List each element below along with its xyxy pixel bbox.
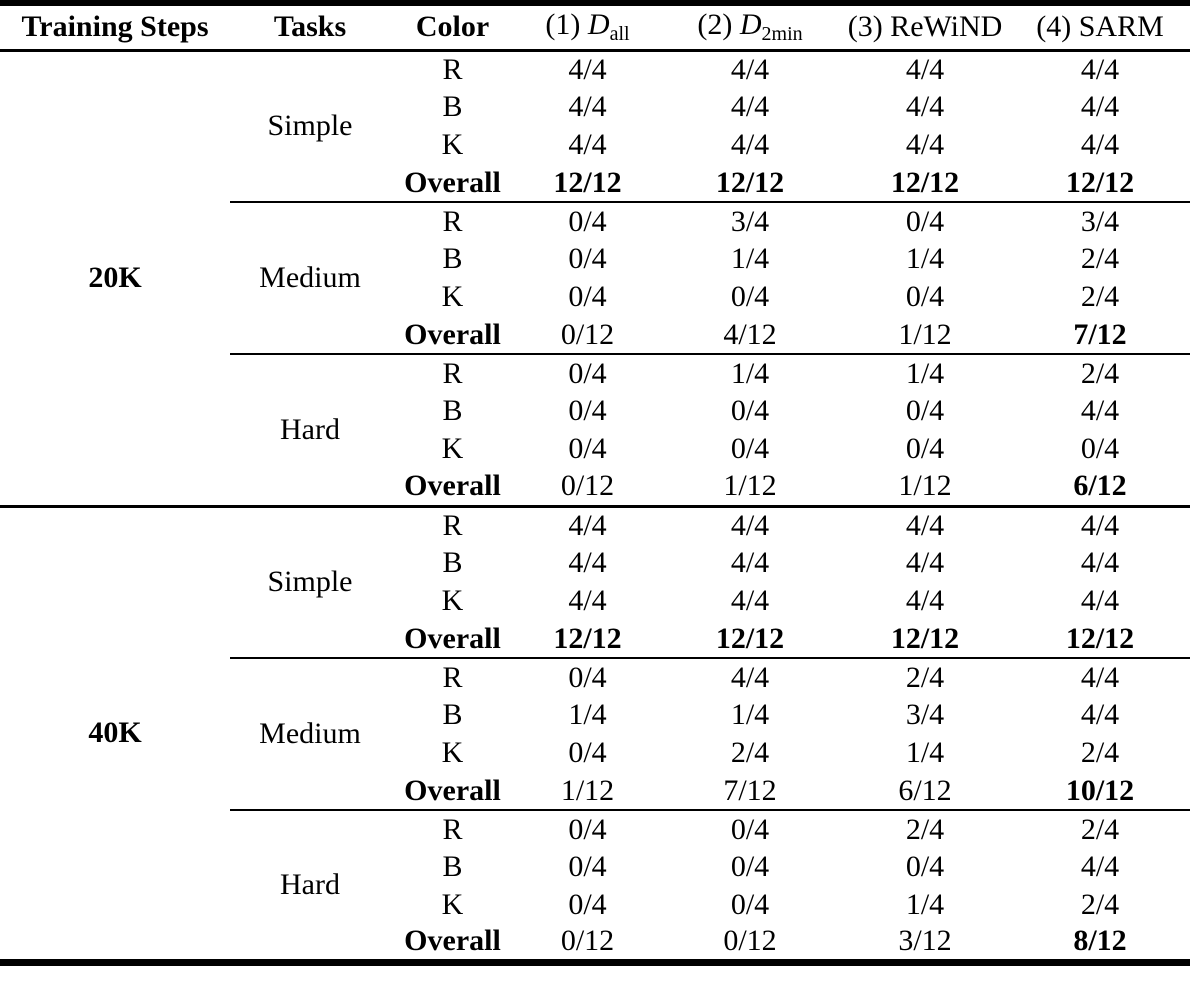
- cell-task: Medium: [230, 202, 390, 354]
- cell-task: Simple: [230, 506, 390, 658]
- cell-value: 2/4: [1080, 280, 1120, 313]
- cell-value: 3/12: [898, 924, 952, 958]
- cell-value: 4/4: [1080, 850, 1120, 883]
- cell-color-label: K: [441, 280, 464, 313]
- cell-color-label: B: [442, 850, 463, 883]
- cell-value: 4/4: [730, 90, 770, 123]
- cell-color-label: Overall: [390, 772, 515, 810]
- cell-color-label: B: [442, 546, 463, 579]
- cell-color-label: Overall: [390, 164, 515, 202]
- cell-value: 4/4: [1080, 660, 1120, 694]
- cell-color-label: B: [442, 698, 463, 731]
- cell-value: 0/4: [905, 280, 945, 313]
- cell-value: 6/12: [840, 772, 1010, 810]
- cell-value: 0/4: [568, 812, 607, 846]
- cell-value: 12/12: [1010, 164, 1190, 202]
- cell-value: 2/4: [905, 660, 945, 694]
- cell-value: 1/4: [905, 888, 945, 921]
- table-row: [0, 50, 1190, 88]
- cell-value: 4/4: [1080, 584, 1120, 617]
- cell-value: 1/12: [840, 316, 1010, 354]
- cell-value: 1/12: [515, 772, 660, 810]
- cell-value: 3/4: [730, 204, 770, 238]
- cell-color-label: K: [441, 432, 464, 465]
- cell-value: 8/12: [1073, 924, 1127, 958]
- cell-value: 0/4: [568, 356, 607, 390]
- cell-value: 4/4: [730, 546, 770, 579]
- header-method-3: (3) ReWiND: [840, 3, 1010, 50]
- cell-value: 2/4: [1080, 242, 1120, 275]
- cell-training-steps: 40K: [88, 716, 142, 749]
- cell-value: 0/4: [568, 242, 607, 275]
- header-color: Color: [390, 3, 515, 50]
- cell-value: 0/4: [1080, 432, 1120, 465]
- cell-value: 4/4: [730, 660, 770, 694]
- cell-color-label: Overall: [404, 924, 501, 958]
- cell-value: 2/4: [1080, 888, 1120, 921]
- cell-value: 1/12: [660, 468, 840, 506]
- cell-value: 2/4: [730, 736, 770, 769]
- cell-value: 0/4: [905, 432, 945, 465]
- cell-color-label: R: [442, 508, 463, 542]
- dataset-symbol: D: [587, 8, 610, 42]
- cell-value: 0/4: [905, 394, 945, 427]
- cell-value: 0/12: [515, 316, 660, 354]
- cell-value: 6/12: [1010, 468, 1190, 506]
- cell-value: 0/4: [568, 660, 607, 694]
- cell-training-steps: 20K: [0, 50, 230, 506]
- cell-color-label: Overall: [390, 620, 515, 658]
- cell-value: 12/12: [660, 620, 840, 658]
- cell-value: 4/4: [730, 128, 770, 161]
- cell-task: Hard: [230, 354, 390, 506]
- cell-color-label: K: [441, 888, 464, 921]
- method-1-subscript: all: [609, 23, 630, 46]
- cell-value: 0/4: [568, 280, 607, 313]
- cell-value: 4/4: [1080, 698, 1120, 731]
- cell-value: 4/4: [568, 90, 607, 123]
- cell-task: Medium: [230, 658, 390, 810]
- cell-value: 12/12: [840, 164, 1010, 202]
- cell-value: 0/12: [515, 468, 660, 506]
- method-1-prefix: (1): [545, 8, 588, 42]
- header-tasks: Tasks: [230, 3, 390, 50]
- cell-color-label: R: [442, 52, 463, 86]
- cell-color-label: R: [442, 660, 463, 694]
- cell-value: 4/4: [905, 584, 945, 617]
- header-method-1: [515, 3, 660, 50]
- cell-value: 1/4: [730, 698, 770, 731]
- cell-value: 7/12: [660, 772, 840, 810]
- cell-value: 1/4: [905, 242, 945, 275]
- cell-value: 0/4: [730, 394, 770, 427]
- cell-value: 12/12: [1010, 620, 1190, 658]
- cell-value: 4/4: [730, 508, 770, 542]
- cell-value: 3/4: [1080, 204, 1120, 238]
- cell-value: 12/12: [840, 620, 1010, 658]
- cell-value: 2/4: [1080, 356, 1120, 390]
- cell-value: 10/12: [1010, 772, 1190, 810]
- cell-color-label: R: [442, 356, 463, 390]
- header-training-steps: Training Steps: [0, 3, 230, 50]
- cell-value: 0/4: [905, 204, 945, 238]
- cell-value: 0/4: [568, 204, 607, 238]
- cell-value: 4/4: [1080, 128, 1120, 161]
- cell-value: 12/12: [660, 164, 840, 202]
- cell-value: 1/4: [905, 736, 945, 769]
- header-method-2: [660, 3, 840, 50]
- header-method-4: (4) SARM: [1010, 3, 1190, 50]
- cell-value: 4/4: [568, 584, 607, 617]
- cell-value: 0/4: [568, 888, 607, 921]
- cell-value: 0/4: [730, 812, 770, 846]
- cell-color-label: Overall: [390, 316, 515, 354]
- cell-value: 4/4: [905, 546, 945, 579]
- cell-value: 4/4: [1080, 52, 1120, 86]
- method-2-prefix: (2): [697, 8, 740, 42]
- cell-value: 4/4: [568, 508, 607, 542]
- cell-value: 2/4: [905, 812, 945, 846]
- cell-color-label: B: [442, 90, 463, 123]
- cell-value: 4/4: [1080, 546, 1120, 579]
- cell-value: 4/4: [1080, 508, 1120, 542]
- cell-value: 0/4: [905, 850, 945, 883]
- cell-value: 1/4: [905, 356, 945, 390]
- cell-value: 4/4: [568, 546, 607, 579]
- cell-value: 0/4: [568, 394, 607, 427]
- cell-color-label: R: [442, 204, 463, 238]
- cell-value: 7/12: [1010, 316, 1190, 354]
- cell-task: Hard: [280, 867, 340, 901]
- cell-color-label: K: [441, 584, 464, 617]
- method-2-subscript: 2min: [761, 23, 803, 46]
- cell-color-label: K: [441, 736, 464, 769]
- cell-value: 0/4: [730, 432, 770, 465]
- cell-value: 4/4: [730, 52, 770, 86]
- cell-color-label: K: [441, 128, 464, 161]
- cell-value: 4/4: [1080, 90, 1120, 123]
- cell-value: 4/4: [905, 52, 945, 86]
- cell-value: 1/4: [730, 242, 770, 275]
- cell-value: 4/4: [1080, 394, 1120, 427]
- cell-value: 1/4: [568, 698, 607, 731]
- cell-value: 0/4: [730, 280, 770, 313]
- cell-value: 4/4: [905, 90, 945, 123]
- cell-value: 4/4: [568, 128, 607, 161]
- cell-value: 12/12: [515, 164, 660, 202]
- cell-value: 4/12: [660, 316, 840, 354]
- cell-value: 0/4: [568, 432, 607, 465]
- header-row: [0, 3, 1190, 50]
- cell-value: 0/4: [568, 736, 607, 769]
- cell-value: 2/4: [1080, 736, 1120, 769]
- cell-value: 4/4: [730, 584, 770, 617]
- cell-value: 0/4: [568, 850, 607, 883]
- cell-value: 4/4: [905, 128, 945, 161]
- cell-task: Simple: [230, 50, 390, 202]
- cell-color-label: B: [442, 394, 463, 427]
- cell-color-label: R: [442, 812, 463, 846]
- cell-value: 1/12: [840, 468, 1010, 506]
- cell-value: 2/4: [1080, 812, 1120, 846]
- cell-value: 1/4: [730, 356, 770, 390]
- cell-value: 4/4: [568, 52, 607, 86]
- cell-value: 3/4: [905, 698, 945, 731]
- dataset-symbol: D: [739, 8, 762, 42]
- cell-value: 0/4: [730, 888, 770, 921]
- cell-value: 4/4: [905, 508, 945, 542]
- cell-value: 0/12: [560, 924, 615, 958]
- cell-value: 12/12: [515, 620, 660, 658]
- cell-value: 0/4: [730, 850, 770, 883]
- cell-value: 0/12: [723, 924, 777, 958]
- cell-color-label: Overall: [390, 468, 515, 506]
- table-row: [0, 506, 1190, 544]
- cell-color-label: B: [442, 242, 463, 275]
